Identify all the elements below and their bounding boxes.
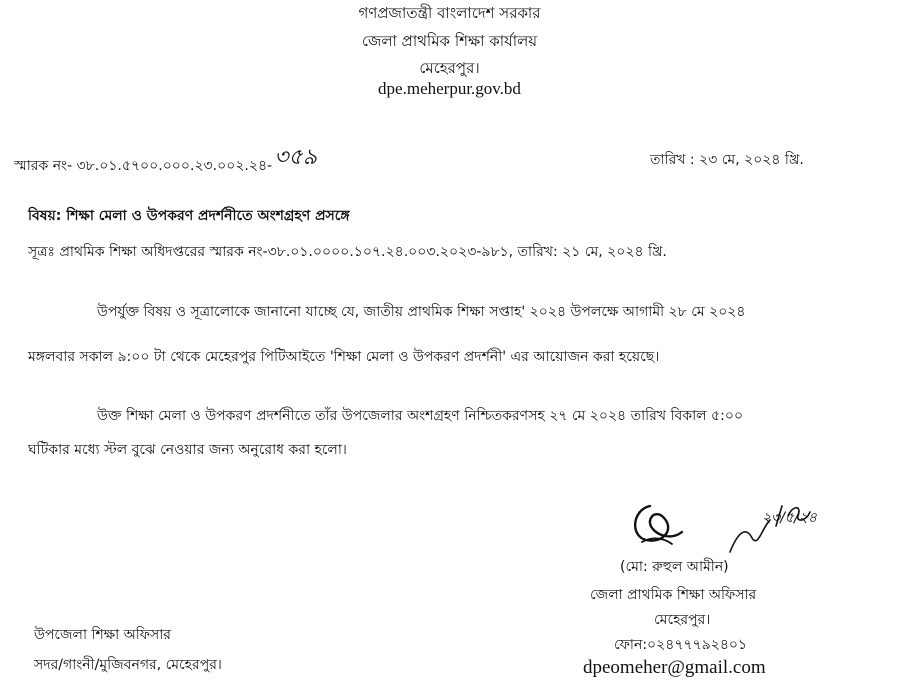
signatory-office: মেহেরপুর। (654, 612, 711, 628)
paragraph-1-line-1: উপর্যুক্ত বিষয় ও সূত্রালোকে জানানো যাচ্ছে যে, জাতীয় প্রাথমিক শিক্ষা সপ্তাহ' ২০২৪ উপলক্ষে আগামী ২৮ মে ২০২৪ (97, 304, 746, 320)
paragraph-2-line-1: উক্ত শিক্ষা মেলা ও উপকরণ প্রদর্শনীতে তাঁর উপজেলার অংশগ্রহণ নিশ্চিতকরণসহ ২৭ মে ২০২৪ তারিখ বিকাল ৫:০০ (97, 408, 744, 424)
header-district: মেহেরপুর। (419, 59, 480, 77)
memo-date: তারিখ : ২৩ মে, ২০২৪ খ্রি. (650, 152, 804, 168)
memo-handwritten-number: ৩৫৯ (274, 145, 317, 170)
subject-line: বিষয়: শিক্ষা মেলা ও উপকরণ প্রদর্শনীতে অংশগ্রহণ প্রসঙ্গে (28, 208, 350, 224)
recipient-title: উপজেলা শিক্ষা অফিসার (34, 627, 172, 643)
header-office: জেলা প্রাথমিক শিক্ষা কার্যালয় (361, 32, 538, 50)
memo-number-text: স্মারক নং- ৩৮.০১.৫৭০০.০০০.২৩.০০২.২৪- (14, 158, 273, 174)
recipient-address: সদর/গাংনী/মুজিবনগর, মেহেরপুর। (34, 657, 222, 673)
header-government: গণপ্রজাতন্ত্রী বাংলাদেশ সরকার (358, 4, 541, 22)
signatory-phone: ফোন:০২৪৭৭৭৯২৪০১ (614, 637, 748, 653)
paragraph-1-line-2: মঙ্গলবার সকাল ৯:০০ টা থেকে মেহেরপুর পিটিআইতে 'শিক্ষা মেলা ও উপকরণ প্রদর্শনী' এর আয়োজন করা হয়েছে। (28, 349, 660, 365)
signatory-email: dpeomeher@gmail.com (583, 657, 766, 678)
signature-date: ২৩/৫/২৪ (762, 510, 817, 526)
reference-line: সূত্রঃ প্রাথমিক শিক্ষা অধিদপ্তরের স্মারক নং-৩৮.০১.০০০০.১০৭.২৪.০০৩.২০২৩-৯৮১, তারিখ: ২১ মে, ২০২৪ খ্রি. (28, 244, 667, 260)
signatory-designation: জেলা প্রাথমিক শিক্ষা অফিসার (590, 587, 757, 603)
paragraph-2-line-2: ঘটিকার মধ্যে স্টল বুঝে নেওয়ার জন্য অনুরোধ করা হলো। (28, 442, 347, 458)
header-website: dpe.meherpur.gov.bd (378, 79, 521, 98)
signatory-name: (মো: রুহুল আমীন) (620, 559, 729, 575)
memo-number (14, 146, 317, 183)
